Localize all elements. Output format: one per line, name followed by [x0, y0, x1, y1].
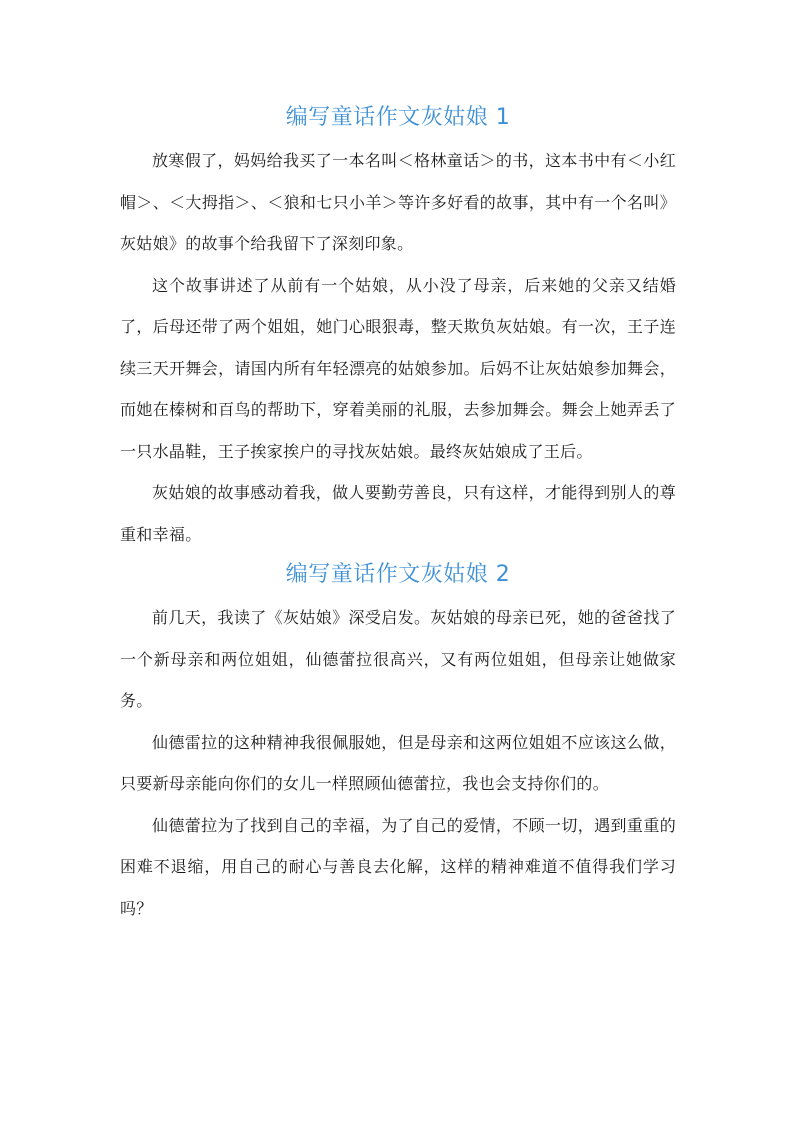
document-page	[120, 98, 676, 929]
paragraph: 这个故事讲述了从前有一个姑娘，从小没了母亲，后来她的父亲又结婚了，后母还带了两个姐姐，她门心眼狠毒，整天欺负灰姑娘。有一次，王子连续三天开舞会，请国内所有年轻漂亮的姑娘参加。后妈不让灰姑娘参加舞会，而她在榛树和百鸟的帮助下，穿着美丽的礼服，去参加舞会。舞会上她弄丢了一只水晶鞋，王子挨家挨户的寻找灰姑娘。最终灰姑娘成了王后。	[120, 275, 676, 461]
section-title: 编写童话作文灰姑娘 2	[285, 562, 511, 587]
paragraph: 灰姑娘的故事感动着我，做人要勤劳善良，只有这样，才能得到别人的尊重和幸福。	[120, 483, 676, 544]
essay-section-2	[120, 555, 676, 929]
essay-section-1	[120, 98, 676, 555]
section-title: 编写童话作文灰姑娘 1	[285, 105, 511, 130]
paragraph: 前几天，我读了《灰姑娘》深受启发。灰姑娘的母亲已死，她的爸爸找了一个新母亲和两位姐姐，仙德蕾拉很高兴，又有两位姐姐，但母亲让她做家务。	[120, 608, 676, 710]
paragraph: 仙德雷拉的这种精神我很佩服她，但是母亲和这两位姐姐不应该这么做，只要新母亲能向你们的女儿一样照顾仙德蕾拉，我也会支持你们的。	[120, 732, 676, 793]
paragraph: 仙德蕾拉为了找到自己的幸福，为了自己的爱情，不顾一切，遇到重重的困难不退缩，用自己的耐心与善良去化解，这样的精神难道不值得我们学习吗？	[120, 815, 676, 918]
paragraph: 放寒假了，妈妈给我买了一本名叫＜格林童话＞的书，这本书中有＜小红帽＞、＜大拇指＞、＜狼和七只小羊＞等许多好看的故事，其中有一个名叫》灰姑娘》的故事个给我留下了深刻印象。	[120, 151, 676, 253]
